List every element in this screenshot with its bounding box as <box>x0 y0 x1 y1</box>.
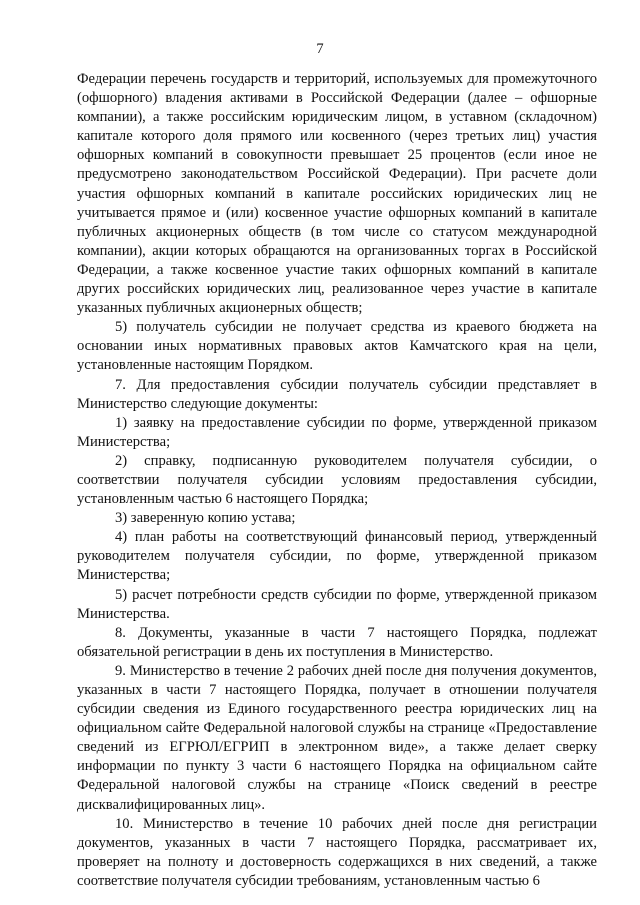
paragraph-section-8: 8. Документы, указанные в части 7 настоящего Порядка, подлежат обязательной регистрации в день их поступления в Министерство. <box>77 624 597 660</box>
page-number: 7 <box>316 41 324 57</box>
paragraph-section-7: 7. Для предоставления субсидии получатель субсидии представляет в Министерство следующие документы: <box>77 376 597 412</box>
paragraph-section-9: 9. Министерство в течение 2 рабочих дней после дня получения документов, указанных в части 7 настоящего Порядка, получает в отношении получателя субсидии сведения из Единого государственного реестра юридических лиц на официальном сайте Федеральной налоговой службы на странице «Предоставление сведений из ЕГРЮЛ/ЕГРИП в электронном виде», а также делает сверку информации по пункту 3 части 6 настоящего Порядка на официальном сайте Федеральной налоговой службы на странице «Поиск сведений в реестре дисквалифицированных лиц». <box>77 662 597 813</box>
paragraph-item-5-budget: 5) получатель субсидии не получает средства из краевого бюджета на основании иных нормативных правовых актов Камчатского края на цели, установленные настоящим Порядком. <box>77 319 597 374</box>
paragraph-item-1-application: 1) заявку на предоставление субсидии по форме, утвержденной приказом Министерства; <box>77 414 597 450</box>
paragraph-section-10: 10. Министерство в течение 10 рабочих дней после дня регистрации документов, указанных в части 7 настоящего Порядка, рассматривает их, проверяет на полноту и достоверность содержащихся в них сведений, а также соответствие получателя субсидии требованиям, установленным частью 6 <box>77 815 597 889</box>
paragraph-offshore-continuation: Федерации перечень государств и территорий, используемых для промежуточного (офшорного) владения активами в Российской Федерации (далее – офшорные компании), а также российским юридическим лицом, в уставном (складочном) капитале которого доля прямого или косвенного (через третьих лиц) участия офшорных компаний в совокупности превышает 25 процентов (если иное не предусмотрено законодательством Российской Федерации). При расчете доли участия офшорных компаний в капитале российских юридических лиц не учитывается прямое и (или) косвенное участие офшорных компаний в капитале публичных акционерных обществ (в том числе со статусом международной компании), акции которых обращаются на организованных торгах в Российской Федерации, а также косвенное участие таких офшорных компаний в капитале других российских юридических лиц, реализованное через участие в капитале указанных публичных акционерных обществ; <box>77 71 597 317</box>
paragraph-item-2-certificate: 2) справку, подписанную руководителем получателя субсидии, о соответствии получателя субсидии условиям предоставления субсидии, установленным частью 6 настоящего Порядка; <box>77 452 597 508</box>
document-body <box>77 70 597 891</box>
paragraph-item-3-charter: 3) заверенную копию устава; <box>115 510 296 527</box>
paragraph-item-5-calculation: 5) расчет потребности средств субсидии по форме, утвержденной приказом Министерства. <box>77 586 597 622</box>
paragraph-item-4-work-plan: 4) план работы на соответствующий финансовый период, утвержденный руководителем получателя субсидии, по форме, утвержденной приказом Министерства; <box>77 529 597 584</box>
